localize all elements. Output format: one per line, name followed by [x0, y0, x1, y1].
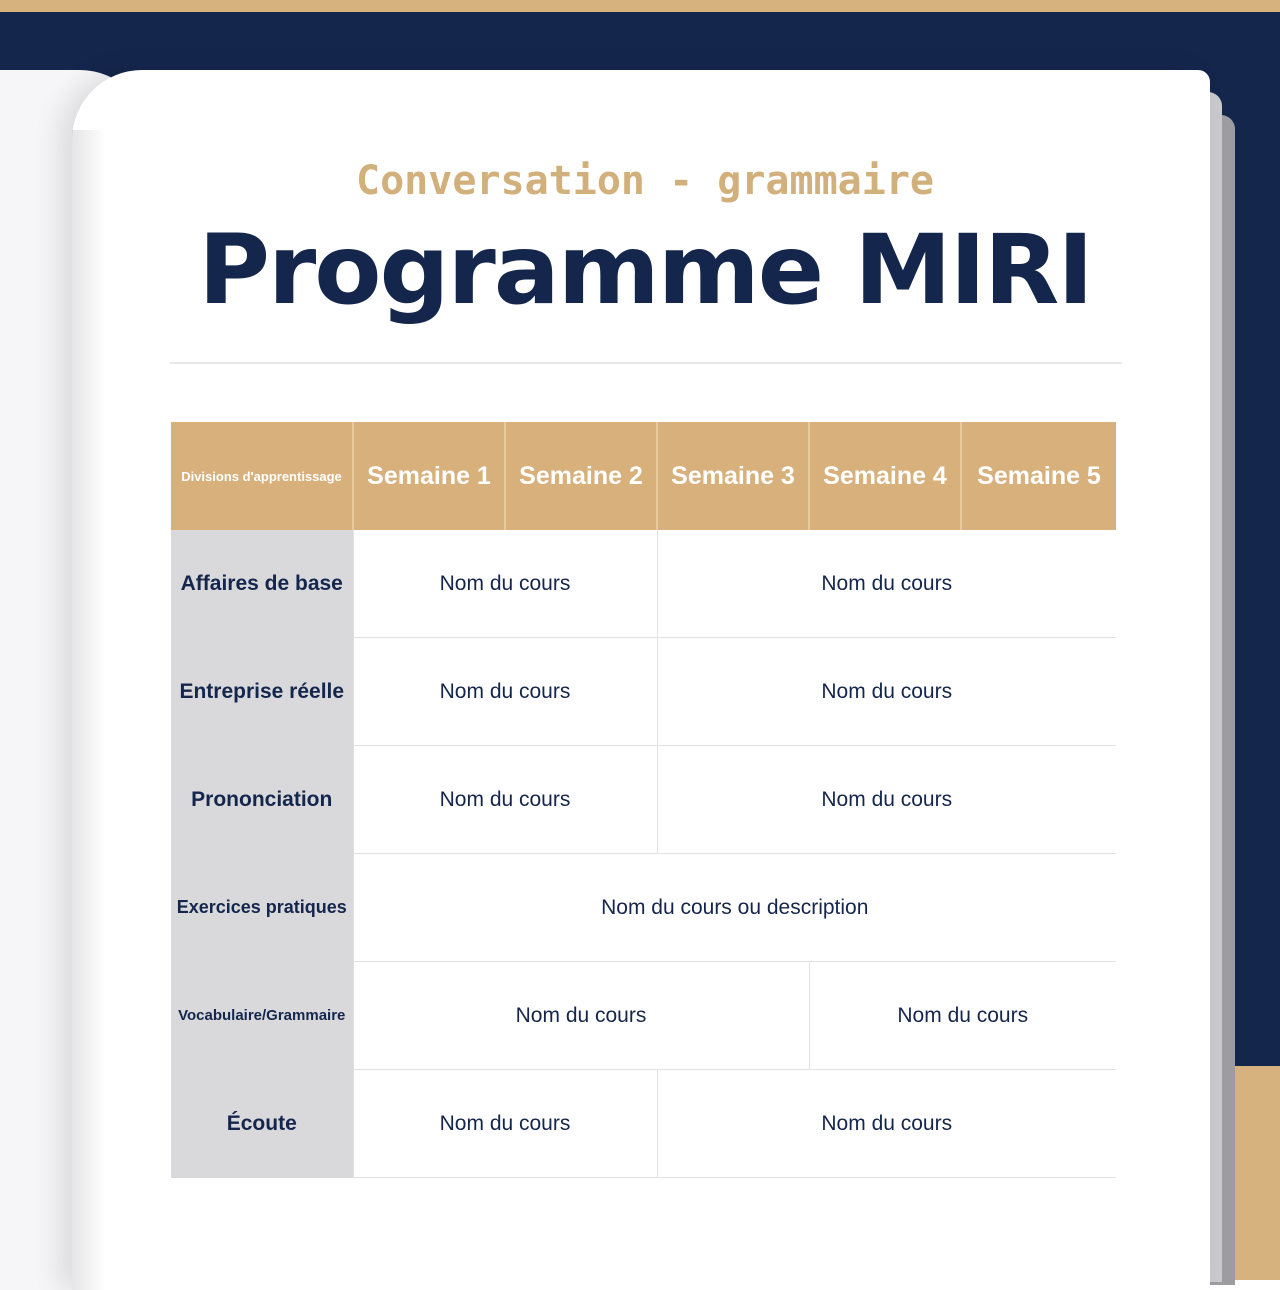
book-spine-shadow: [72, 130, 106, 1290]
row-label: Affaires de base: [171, 530, 353, 638]
course-cell: Nom du cours: [353, 1070, 657, 1178]
course-cell: Nom du cours: [657, 746, 1116, 854]
table-row: [171, 1070, 1116, 1178]
table-row: [171, 746, 1116, 854]
course-cell: Nom du cours: [657, 1070, 1116, 1178]
week-header-1: Semaine 1: [353, 422, 505, 530]
week-header-3: Semaine 3: [657, 422, 809, 530]
page-title: Programme MIRI: [198, 214, 1092, 326]
course-cell: Nom du cours: [809, 962, 1116, 1070]
table-row: [171, 962, 1116, 1070]
course-cell: Nom du cours: [657, 530, 1116, 638]
gold-corner-accent: [1232, 1066, 1280, 1280]
week-header-2: Semaine 2: [505, 422, 657, 530]
corner-header: Divisions d'apprentissage: [171, 422, 353, 530]
course-cell: Nom du cours: [657, 638, 1116, 746]
row-label: Prononciation: [171, 746, 353, 854]
title-divider: [170, 362, 1122, 364]
course-cell: Nom du cours ou description: [353, 854, 1116, 962]
program-table: [171, 422, 1116, 1178]
top-gold-band: [0, 0, 1280, 12]
course-cell: Nom du cours: [353, 746, 657, 854]
course-cell: Nom du cours: [353, 638, 657, 746]
week-header-4: Semaine 4: [809, 422, 961, 530]
course-cell: Nom du cours: [353, 530, 657, 638]
row-label: Écoute: [171, 1070, 353, 1178]
table-row: [171, 638, 1116, 746]
page-subtitle: Conversation - grammaire: [356, 158, 934, 204]
row-label: Entreprise réelle: [171, 638, 353, 746]
table-header-row: [171, 422, 1116, 530]
table-row: [171, 530, 1116, 638]
row-label: Vocabulaire/Grammaire: [171, 962, 353, 1070]
table-row: [171, 854, 1116, 962]
row-label: Exercices pratiques: [171, 854, 353, 962]
week-header-5: Semaine 5: [961, 422, 1116, 530]
course-cell: Nom du cours: [353, 962, 809, 1070]
